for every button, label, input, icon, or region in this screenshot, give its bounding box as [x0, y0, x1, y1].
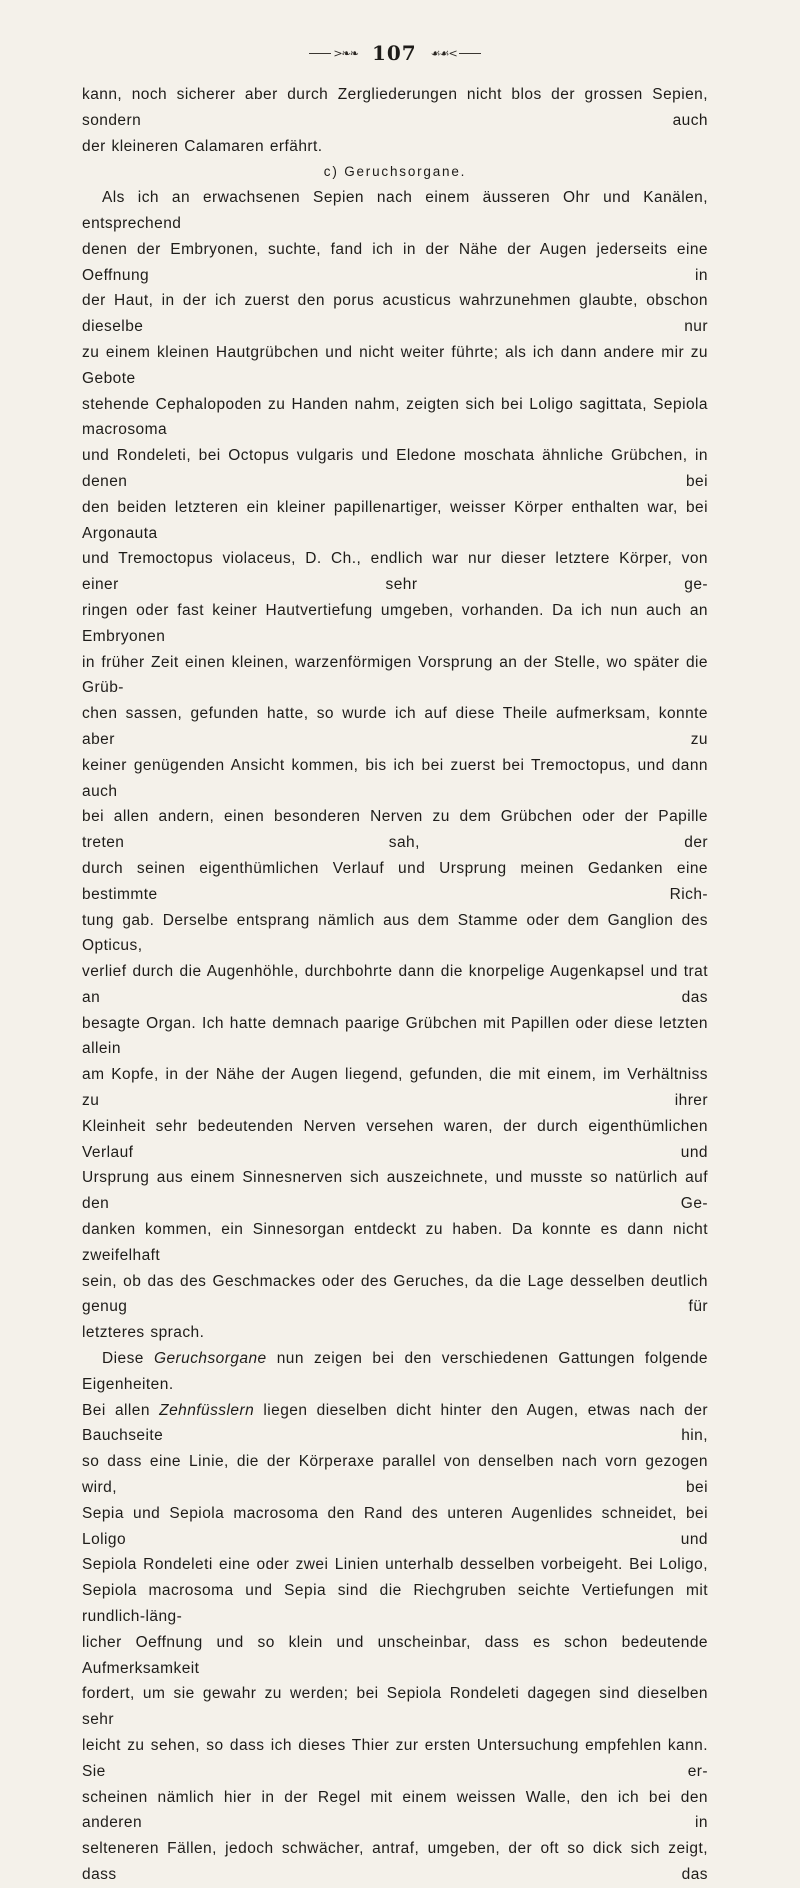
text-line: Als ich an erwachsenen Sepien nach einem äusseren Ohr und Kanälen, entsprechend — [82, 189, 708, 232]
text-line: selteneren Fällen, jedoch schwächer, antraf, umgeben, der oft so dick sich zeigt, dass das — [82, 1840, 708, 1883]
text-line: chen sassen, gefunden hatte, so wurde ich auf diese Theile aufmerksam, konnte aber zu — [82, 705, 708, 748]
paragraph-2 — [82, 1346, 708, 1888]
text-line: keiner genügenden Ansicht kommen, bis ich bei zuerst bei Tremoctopus, und dann auch — [82, 756, 708, 800]
text-line: denen der Embryonen, suchte, fand ich in der Nähe der Augen jederseits eine Oeffnung in — [82, 240, 708, 284]
text-line: Sepia und Sepiola macrosoma den Rand des unteren Augenlides schneidet, bei Loligo und — [82, 1504, 708, 1548]
page-header — [82, 40, 708, 66]
text-line: durch seinen eigenthümlichen Verlauf und Ursprung meinen Gedanken eine bestimmte Rich- — [82, 859, 708, 903]
text-line: Ursprung aus einem Sinnesnerven sich auszeichnete, und musste so natürlich auf den Ge- — [82, 1169, 708, 1213]
text-line: leicht zu sehen, so dass ich dieses Thier zur ersten Untersuchung empfehlen kann. Sie er- — [82, 1737, 708, 1780]
document-page — [82, 40, 708, 1888]
italic-term: Zehnfüsslern — [159, 1401, 255, 1419]
text-line: Bei allen Zehnfüsslern liegen dieselben dicht hinter den Augen, etwas nach der Bauchseite hin, — [82, 1401, 708, 1445]
text-line: stehende Cephalopoden zu Handen nahm, zeigten sich bei Loligo sagittata, Sepiola macrosoma — [82, 395, 708, 439]
page-number: 107 — [371, 41, 417, 65]
text-line: verlief durch die Augenhöhle, durchbohrte dann die knorpelige Augenkapsel und trat an das — [82, 963, 708, 1006]
text-line: Kleinheit sehr bedeutenden Nerven versehen waren, der durch eigenthümlichen Verlauf und — [82, 1117, 708, 1161]
text-line: Diese Geruchsorgane nun zeigen bei den verschiedenen Gattungen folgende Eigenheiten. — [82, 1350, 708, 1393]
text-line: besagte Organ. Ich hatte demnach paarige Grübchen mit Papillen oder diese letzten allein — [82, 1014, 708, 1058]
text-line: licher Oeffnung und so klein und unscheinbar, dass es schon bedeutende Aufmerksamkeit — [82, 1633, 708, 1677]
text-line: am Kopfe, in der Nähe der Augen liegend, gefunden, die mit einem, im Verhältniss zu ihrer — [82, 1066, 708, 1110]
text-line: zu einem kleinen Hautgrübchen und nicht weiter führte; als ich dann andere mir zu Gebote — [82, 343, 708, 387]
text-line: scheinen nämlich hier in der Regel mit einem weissen Walle, den ich bei den anderen in — [82, 1788, 708, 1832]
text-line: fordert, um sie gewahr zu werden; bei Sepiola Rondeleti dagegen sind dieselben sehr — [82, 1685, 708, 1729]
text-line: tung gab. Derselbe entsprang nämlich aus dem Stamme oder dem Ganglion des Opticus, — [82, 911, 708, 955]
text-line: sein, ob das des Geschmackes oder des Geruches, da die Lage desselben deutlich genug für — [82, 1272, 708, 1316]
text-line: Sepiola Rondeleti eine oder zwei Linien unterhalb desselben vorbeigeht. Bei Loligo, — [82, 1556, 708, 1574]
intro-text — [82, 82, 708, 159]
text-line: kann, noch sicherer aber durch Zergliederungen nicht blos der grossen Sepien, sondern auch — [82, 86, 708, 129]
text-line: und Tremoctopus violaceus, D. Ch., endlich war nur dieser letztere Körper, von einer sehr ge- — [82, 550, 708, 594]
text-line: den beiden letzteren ein kleiner papillenartiger, weisser Körper enthalten war, bei Argonauta — [82, 498, 708, 542]
text-line: letzteres sprach. — [82, 1324, 205, 1342]
right-ornament: ☙☙< — [431, 48, 481, 59]
text-line: so dass eine Linie, die der Körperaxe parallel von denselben nach vorn gezogen wird, bei — [82, 1453, 708, 1497]
text-line: Sepiola macrosoma und Sepia sind die Riechgruben seichte Vertiefungen mit rundlich-läng- — [82, 1582, 708, 1626]
left-ornament: >❧❧ — [309, 48, 358, 59]
text-line: ringen oder fast keiner Hautvertiefung umgeben, vorhanden. Da ich nun auch an Embryonen — [82, 601, 708, 645]
text-line: bei allen andern, einen besonderen Nerven zu dem Grübchen oder der Papille treten sah, der — [82, 808, 708, 852]
text-line: der kleineren Calamaren erfährt. — [82, 137, 323, 155]
text-line: danken kommen, ein Sinnesorgan entdeckt zu haben. Da konnte es dann nicht zweifelhaft — [82, 1221, 708, 1264]
italic-term: Geruchsorgane — [153, 1350, 267, 1368]
text-line: in früher Zeit einen kleinen, warzenförmigen Vorsprung an der Stelle, wo später die Grüb- — [82, 653, 708, 697]
text-line: und Rondeleti, bei Octopus vulgaris und Eledone moschata ähnliche Grübchen, in denen bei — [82, 447, 708, 490]
paragraph-1 — [82, 185, 708, 1346]
text-line: der Haut, in der ich zuerst den porus acusticus wahrzunehmen glaubte, obschon dieselbe nur — [82, 292, 708, 336]
section-heading: c) Geruchsorgane. — [323, 164, 467, 180]
